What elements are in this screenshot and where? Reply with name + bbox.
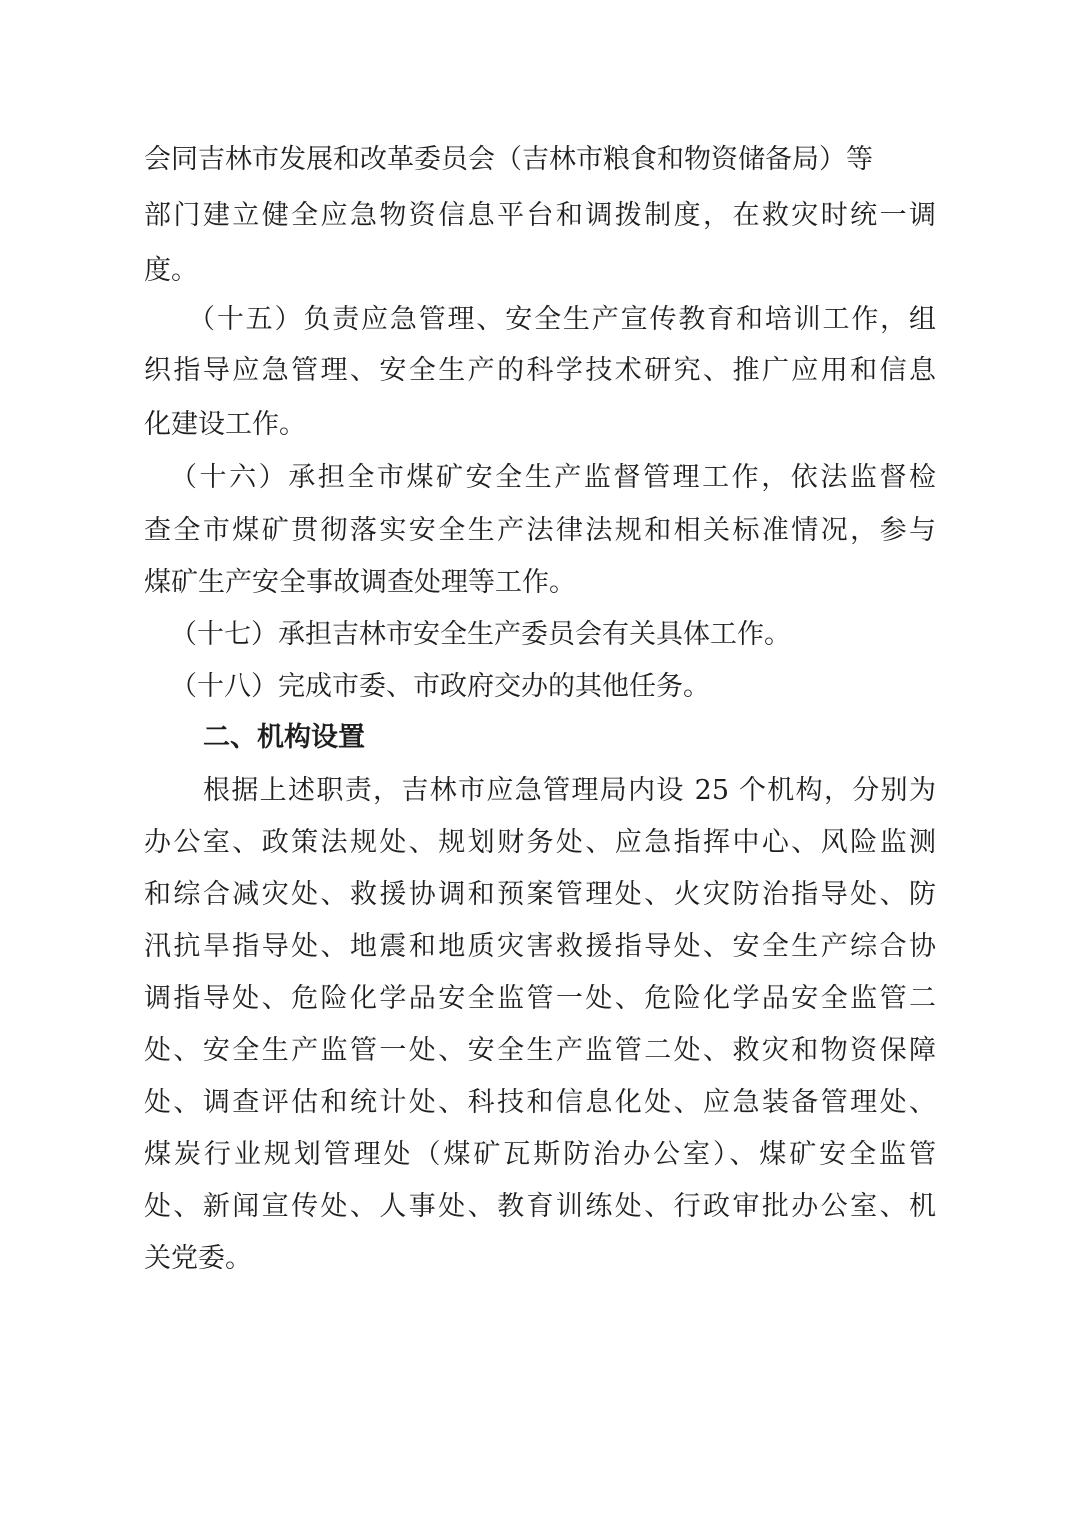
body-text-line: 煤矿生产安全事故调查处理等工作。 [144,567,576,598]
body-text-line: 煤炭行业规划管理处（煤矿瓦斯防治办公室）、煤矿安全监管 [144,1139,936,1170]
body-text-line: 调指导处、危险化学品安全监管一处、危险化学品安全监管二 [144,983,936,1014]
paragraph-18-line: （十八）完成市委、市政府交办的其他任务。 [170,671,710,702]
paragraph-17-line: （十七）承担吉林市安全生产委员会有关具体工作。 [170,619,791,650]
body-text-line: 汛抗旱指导处、地震和地质灾害救援指导处、安全生产综合协 [144,931,936,962]
body-text-line: 和综合减灾处、救援协调和预案管理处、火灾防治指导处、防 [144,879,936,910]
body-text-line: 部门建立健全应急物资信息平台和调拨制度，在救灾时统一调 [144,200,936,231]
paragraph-structure-line: 根据上述职责，吉林市应急管理局内设 25 个机构，分别为 [203,775,936,806]
section-heading: 二、机构设置 [203,722,365,753]
body-text-line: 办公室、政策法规处、规划财务处、应急指挥中心、风险监测 [144,827,936,858]
body-text-line: 织指导应急管理、安全生产的科学技术研究、推广应用和信息 [144,355,936,386]
body-text-line: 度。 [144,255,198,286]
body-text-line: 处、安全生产监管一处、安全生产监管二处、救灾和物资保障 [144,1035,936,1066]
body-text-line: 处、调查评估和统计处、科技和信息化处、应急装备管理处、 [144,1087,936,1118]
body-text-line: 处、新闻宣传处、人事处、教育训练处、行政审批办公室、机 [144,1191,936,1222]
body-text-line: 会同吉林市发展和改革委员会（吉林市粮食和物资储备局）等 [144,144,873,175]
body-text-line: 化建设工作。 [144,409,306,440]
paragraph-15-line: （十五）负责应急管理、安全生产宣传教育和培训工作，组 [188,304,936,335]
body-text-line: 关党委。 [144,1243,252,1274]
body-text-line: 查全市煤矿贯彻落实安全生产法律法规和相关标准情况，参与 [144,515,936,546]
paragraph-16-line: （十六）承担全市煤矿安全生产监督管理工作，依法监督检 [170,462,936,493]
